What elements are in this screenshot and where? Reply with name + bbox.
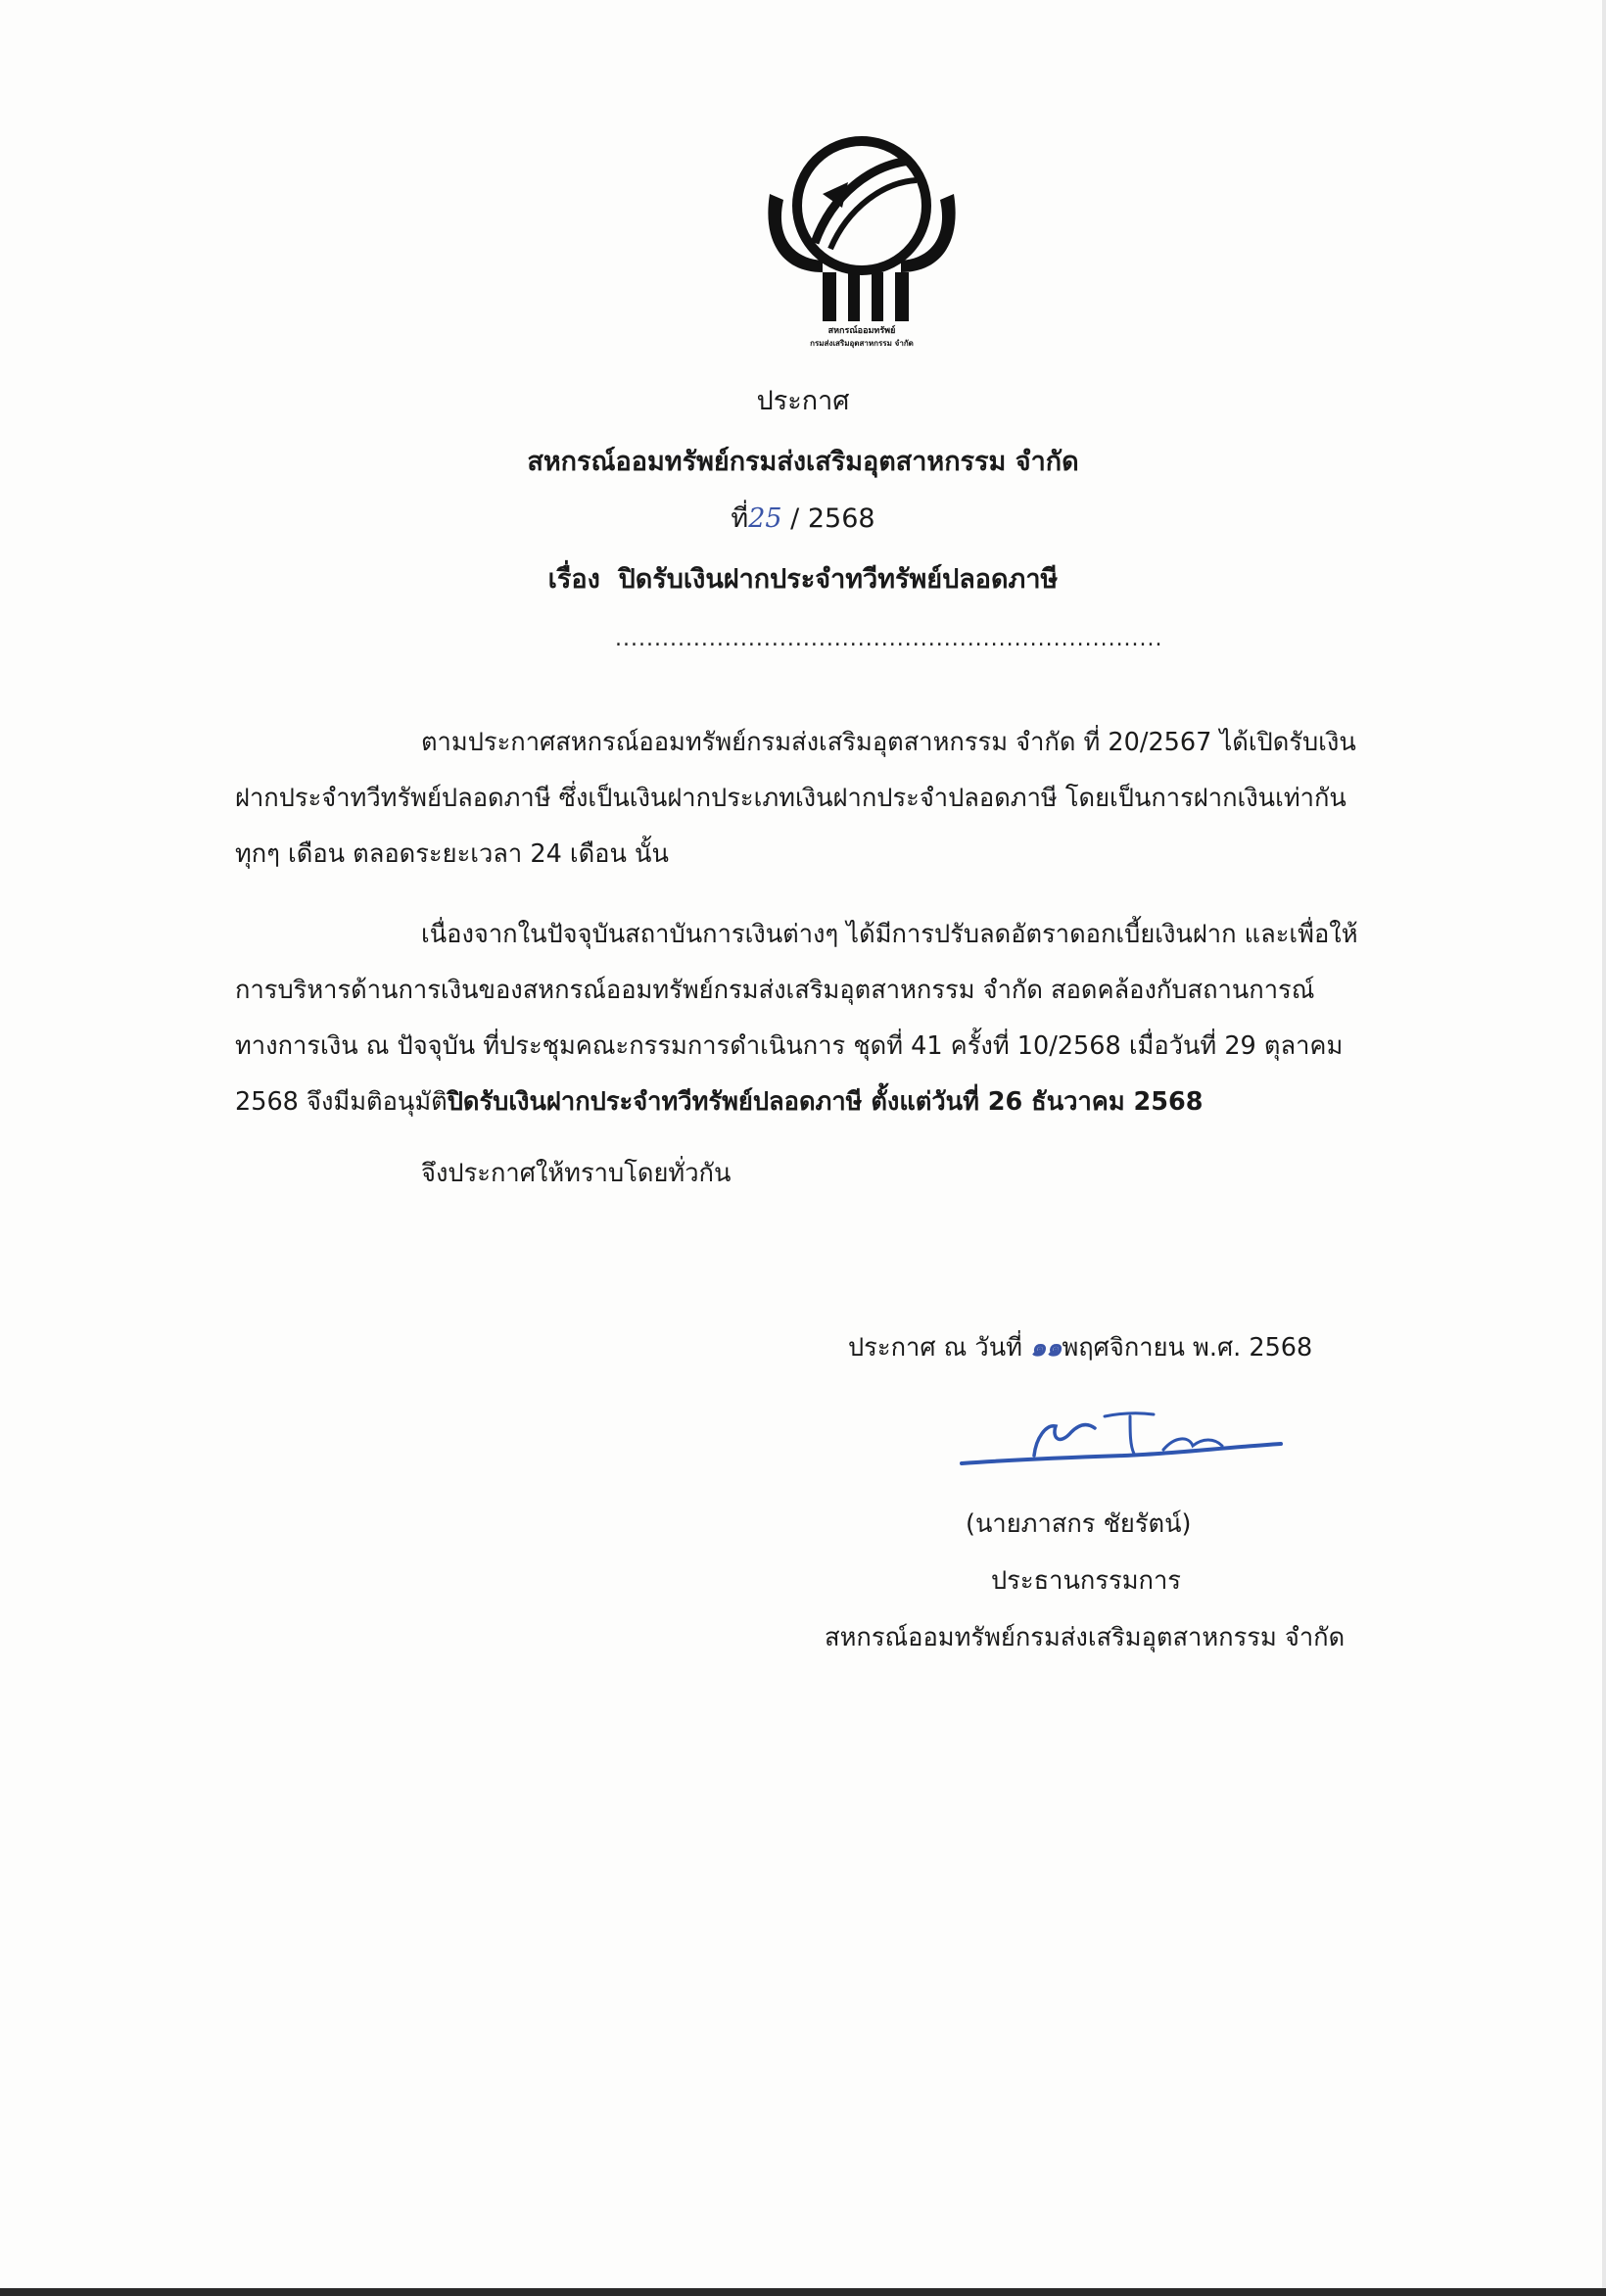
para2-line-2: การบริหารด้านการเงินของสหกรณ์ออมทรัพย์กรมส่งเสริมอุตสาหกรรม จำกัด สอดคล้องกับสถานการณ์ [235,976,1315,1005]
para2-line-3: ทางการเงิน ณ ปัจจุบัน ที่ประชุมคณะกรรมการดำเนินการ ชุดที่ 41 ครั้งที่ 10/2568 เมื่อวันที่ 29 ตุลาคม [235,1031,1344,1061]
scan-edge-bottom [0,2288,1606,2296]
date-prefix: ประกาศ ณ วันที่ [848,1333,1031,1363]
date-suffix: พฤศจิกายน พ.ศ. 2568 [1062,1333,1313,1363]
para1-line-3: ทุกๆ เดือน ตลอดระยะเวลา 24 เดือน นั้น [235,839,669,869]
handwritten-day: ๑๑ [1030,1333,1063,1363]
organization-title: สหกรณ์ออมทรัพย์กรมส่งเสริมอุตสาหกรรม จำกัด [527,447,1079,477]
header-divider: ...................................................................... [615,627,1163,651]
announcement-number [0,500,1606,539]
svg-text:สหกรณ์ออมทรัพย์: สหกรณ์ออมทรัพย์ [827,326,896,336]
signer-title: ประธานกรรมการ [991,1566,1181,1596]
para2-line-4 [235,1075,1473,1130]
signer-organization: สหกรณ์ออมทรัพย์กรมส่งเสริมอุตสาหกรรม จำกัด [825,1623,1346,1652]
announcement-heading: ประกาศ [756,386,850,416]
subject-text: ปิดรับเงินฝากประจำทวีทรัพย์ปลอดภาษี [618,564,1059,595]
signature-icon [958,1403,1291,1481]
announcement-date [848,1328,1312,1367]
para2-last-plain: 2568 จึงมีมติอนุมัติ [235,1087,448,1117]
number-suffix: / 2568 [781,503,875,534]
subject-line [0,560,1606,599]
subject-label: เรื่อง [547,564,600,595]
scan-edge-right [1602,0,1606,2296]
number-prefix: ที่ [731,503,749,534]
handwritten-number: 25 [748,503,782,534]
para1-line-1: ตามประกาศสหกรณ์ออมทรัพย์กรมส่งเสริมอุตสาหกรรม จำกัด ที่ 20/2567 ได้เปิดรับเงิน [421,728,1356,757]
signer-name: (นายภาสกร ชัยรัตน์) [966,1509,1192,1539]
cooperative-emblem-icon [754,125,969,351]
para1-line-2: ฝากประจำทวีทรัพย์ปลอดภาษี ซึ่งเป็นเงินฝากประเภทเงินฝากประจำปลอดภาษี โดยเป็นการฝากเงินเท่ากัน [235,784,1346,813]
svg-text:กรมส่งเสริมอุตสาหกรรม จำกัด: กรมส่งเสริมอุตสาหกรรม จำกัด [810,339,914,348]
closing-statement: จึงประกาศให้ทราบโดยทั่วกัน [421,1159,732,1188]
para2-last-bold: ปิดรับเงินฝากประจำทวีทรัพย์ปลอดภาษี ตั้งแต่วันที่ 26 ธันวาคม 2568 [447,1087,1204,1117]
para2-line-1: เนื่องจากในปัจจุบันสถาบันการเงินต่างๆ ได้มีการปรับลดอัตราดอกเบี้ยเงินฝาก และเพื่อให้ [421,920,1358,949]
paragraph-2 [235,907,1473,1130]
paragraph-1 [235,715,1473,883]
